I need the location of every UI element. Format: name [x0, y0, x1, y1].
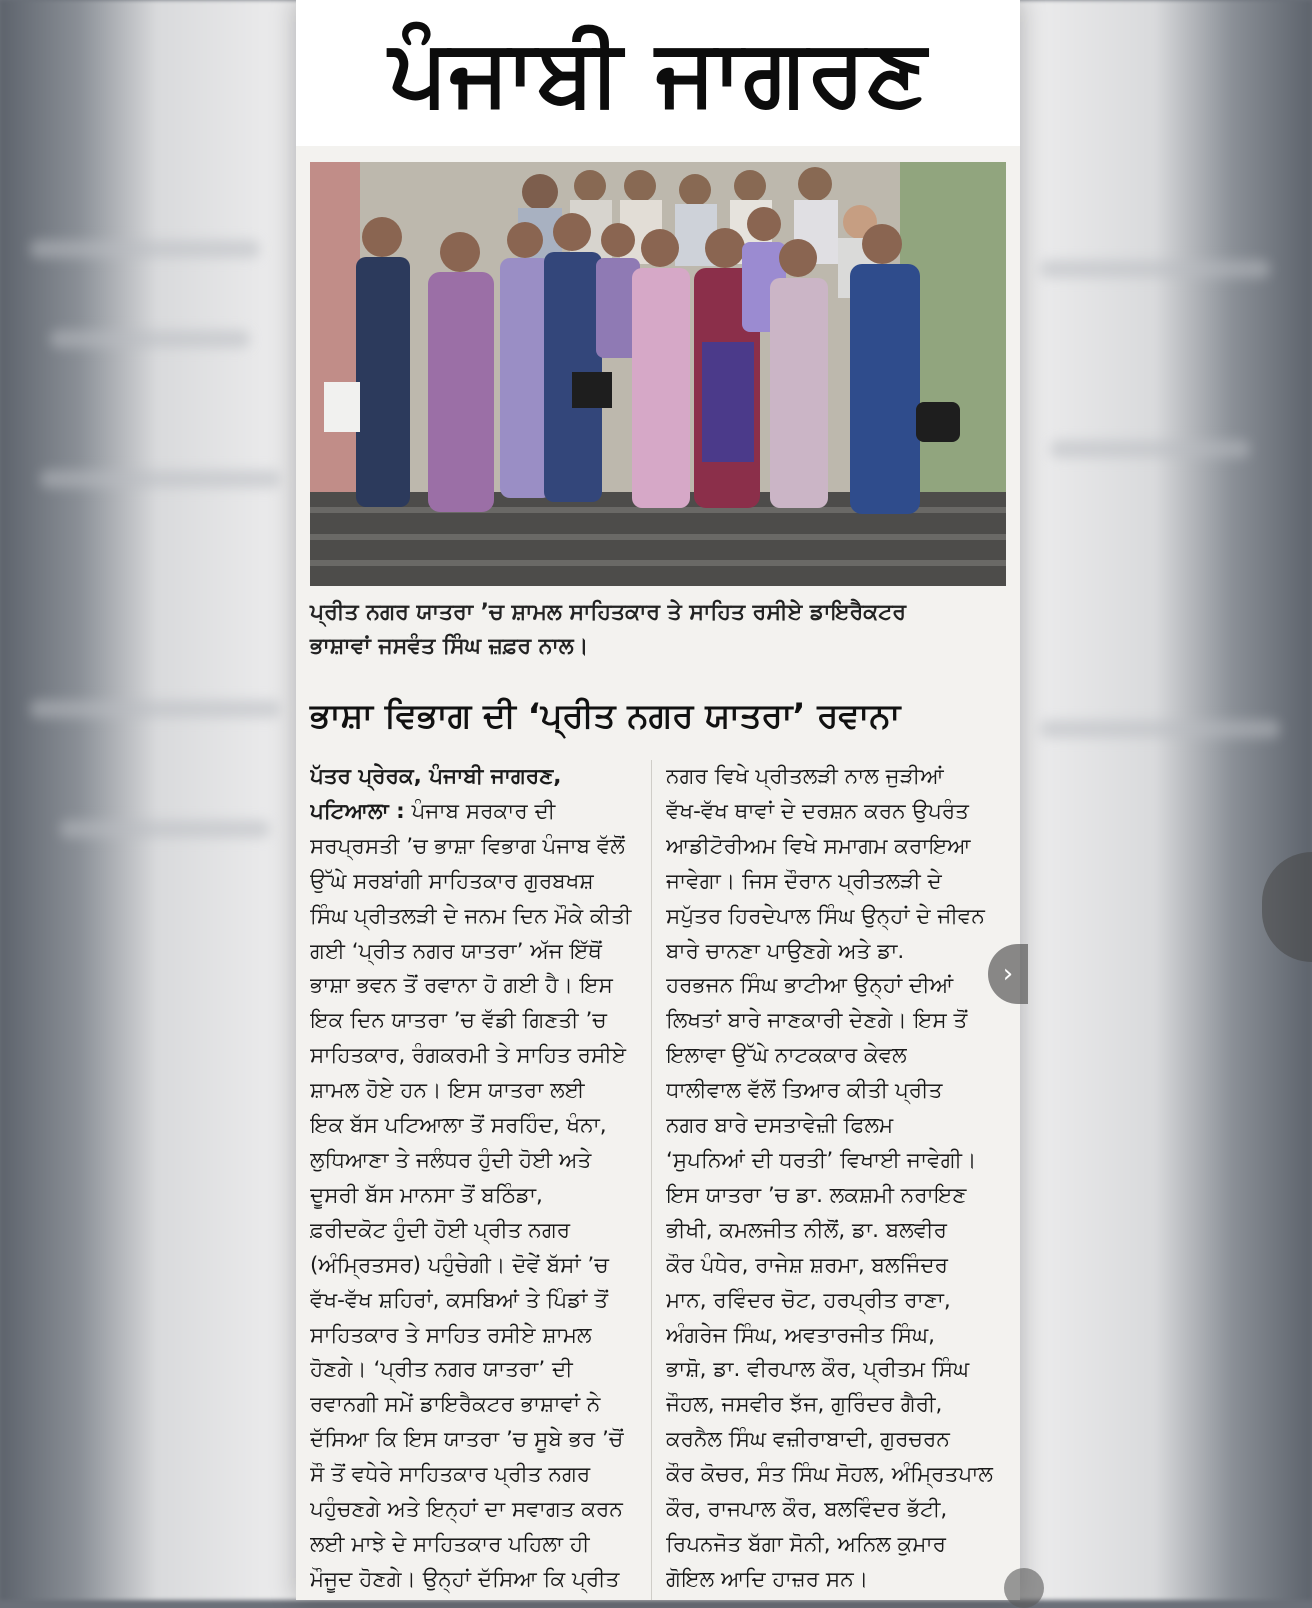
- article-text-line: ਲਈ ਮਾਝੇ ਦੇ ਸਾਹਿਤਕਾਰ ਪਹਿਲਾ ਹੀ: [310, 1531, 590, 1557]
- column-divider: [651, 760, 652, 1600]
- article-text-line: ਫ਼ਰੀਦਕੋਟ ਹੁੰਦੀ ਹੋਈ ਪ੍ਰੀਤ ਨਗਰ: [310, 1217, 571, 1243]
- blurred-text-line: [30, 700, 280, 718]
- article-text-line: ਨਗਰ ਬਾਰੇ ਦਸਤਾਵੇਜ਼ੀ ਫਿਲਮ: [666, 1113, 894, 1139]
- article-text-line: ‘ਸੁਪਨਿਆਂ ਦੀ ਧਰਤੀ’ ਵਿਖਾਈ ਜਾਵੇਗੀ।: [666, 1147, 977, 1173]
- blurred-text-line: [40, 470, 280, 488]
- article-text-line: ਸਾਹਿਤਕਾਰ ਤੇ ਸਾਹਿਤ ਰਸੀਏ ਸ਼ਾਮਲ: [310, 1322, 592, 1348]
- article-text-line: ਸਰਪ੍ਰਸਤੀ ’ਚ ਭਾਸ਼ਾ ਵਿਭਾਗ ਪੰਜਾਬ ਵੱਲੋਂ: [310, 833, 625, 859]
- article-text-line: ਲੁਧਿਆਣਾ ਤੇ ਜਲੰਧਰ ਹੁੰਦੀ ਹੋਈ ਅਤੇ: [310, 1147, 592, 1173]
- article-text-line: ਨਗਰ ਵਿਖੇ ਪ੍ਰੀਤਲੜੀ ਨਾਲ ਜੁੜੀਆਂ: [666, 764, 944, 789]
- article-text-line: ਕੌਰ ਕੋਚਰ, ਸੰਤ ਸਿੰਘ ਸੋਹਲ, ਅੰਮ੍ਰਿਤਪਾਲ: [666, 1462, 993, 1488]
- article-text-line: ਇਲਾਵਾ ਉੱਘੇ ਨਾਟਕਕਾਰ ਕੇਵਲ: [666, 1043, 907, 1069]
- article-text-line: ਗੋਇਲ ਆਦਿ ਹਾਜ਼ਰ ਸਨ।: [666, 1566, 869, 1592]
- article-text-line: ਰਿਪਨਜੋਤ ਬੱਗਾ ਸੋਨੀ, ਅਨਿਲ ਕੁਮਾਰ: [666, 1531, 946, 1557]
- caption-line: ਪ੍ਰੀਤ ਨਗਰ ਯਾਤਰਾ ’ਚ ਸ਼ਾਮਲ ਸਾਹਿਤਕਾਰ ਤੇ ਸਾਹਿਤ ਰਸੀਏ ਡਾਇਰੈਕਟਰ: [310, 600, 906, 625]
- blurred-text-line: [30, 240, 260, 258]
- article-text-line: ਕੌਰ, ਰਾਜਪਾਲ ਕੌਰ, ਬਲਵਿੰਦਰ ਭੱਟੀ,: [666, 1497, 948, 1523]
- article-text-line: ਉੱਘੇ ਸਰਬਾਂਗੀ ਸਾਹਿਤਕਾਰ ਗੁਰਬਖਸ਼: [310, 868, 594, 894]
- article-text-line: ਪੱਤਰ ਪ੍ਰੇਰਕ, ਪੰਜਾਬੀ ਜਾਗਰਣ,: [310, 764, 562, 789]
- article-text-line: ਸੌ ਤੋਂ ਵਧੇਰੇ ਸਾਹਿਤਕਾਰ ਪ੍ਰੀਤ ਨਗਰ: [310, 1462, 591, 1488]
- masthead: [296, 0, 1020, 146]
- article-text-line: ਜੌਹਲ, ਜਸਵੀਰ ਝੱਜ, ਗੁਰਿੰਦਰ ਗੈਰੀ,: [666, 1392, 943, 1418]
- chevron-right-icon: ›: [1002, 959, 1014, 989]
- article-text-line: ਰਵਾਨਗੀ ਸਮੇਂ ਡਾਇਰੈਕਟਰ ਭਾਸ਼ਾਵਾਂ ਨੇ: [310, 1392, 601, 1418]
- caption-line: ਭਾਸ਼ਾਵਾਂ ਜਸਵੰਤ ਸਿੰਘ ਜ਼ਫ਼ਰ ਨਾਲ।: [310, 634, 589, 659]
- article-text-line: ਦੱਸਿਆ ਕਿ ਇਸ ਯਾਤਰਾ ’ਚ ਸੂਬੇ ਭਰ ’ਚੋਂ: [310, 1427, 624, 1453]
- article-text-line: ਗਈ ‘ਪ੍ਰੀਤ ਨਗਰ ਯਾਤਰਾ’ ਅੱਜ ਇੱਥੋਂ: [310, 938, 602, 964]
- article-text-line: ਆਡੀਟੋਰੀਅਮ ਵਿਖੇ ਸਮਾਗਮ ਕਰਾਇਆ: [666, 833, 971, 859]
- article-text-line: ਲਿਖਤਾਂ ਬਾਰੇ ਜਾਣਕਾਰੀ ਦੇਣਗੇ। ਇਸ ਤੋਂ: [666, 1008, 968, 1034]
- article-text-line: ਮਾਨ, ਰਵਿੰਦਰ ਚੋਟ, ਹਰਪ੍ਰੀਤ ਰਾਣਾ,: [666, 1287, 951, 1313]
- photo-caption: [310, 596, 1006, 664]
- blurred-text-line: [1050, 440, 1250, 458]
- article-text-line: ਵੱਖ-ਵੱਖ ਸ਼ਹਿਰਾਂ, ਕਸਬਿਆਂ ਤੇ ਪਿੰਡਾਂ ਤੋਂ: [310, 1287, 608, 1313]
- blurred-text-line: [1040, 720, 1280, 738]
- article-text-line: ਜਾਵੇਗਾ। ਜਿਸ ਦੌਰਾਨ ਪ੍ਰੀਤਲੜੀ ਦੇ: [666, 868, 942, 894]
- article-text-line: ਵੱਖ-ਵੱਖ ਥਾਵਾਂ ਦੇ ਦਰਸ਼ਨ ਕਰਨ ਉਪਰੰਤ: [666, 798, 969, 824]
- blurred-text-line: [50, 330, 250, 348]
- group-photo: [310, 162, 1006, 586]
- article-text-line: ਮੌਜੂਦ ਹੋਣਗੇ। ਉਨ੍ਹਾਂ ਦੱਸਿਆ ਕਿ ਪ੍ਰੀਤ: [310, 1566, 620, 1592]
- article-text-line: ਬਾਰੇ ਚਾਨਣਾ ਪਾਉਣਗੇ ਅਤੇ ਡਾ.: [666, 938, 905, 964]
- article-text-line: ਧਾਲੀਵਾਲ ਵੱਲੋਂ ਤਿਆਰ ਕੀਤੀ ਪ੍ਰੀਤ: [666, 1078, 943, 1104]
- article-text-line: ਕੌਰ ਪੰਧੇਰ, ਰਾਜੇਸ਼ ਸ਼ਰਮਾ, ਬਲਜਿੰਦਰ: [666, 1252, 949, 1278]
- article-text-line: ਹੋਣਗੇ। ‘ਪ੍ਰੀਤ ਨਗਰ ਯਾਤਰਾ’ ਦੀ: [310, 1357, 573, 1383]
- article-text-line: ਪਹੁੰਚਣਗੇ ਅਤੇ ਇਨ੍ਹਾਂ ਦਾ ਸਵਾਗਤ ਕਰਨ: [310, 1497, 623, 1523]
- article-text-line: ਭਾਸ਼ਾ ਭਵਨ ਤੋਂ ਰਵਾਨਾ ਹੋ ਗਈ ਹੈ। ਇਸ: [310, 973, 613, 999]
- blurred-text-line: [1040, 260, 1270, 278]
- article-text-line: ਇਸ ਯਾਤਰਾ ’ਚ ਡਾ. ਲਕਸ਼ਮੀ ਨਰਾਇਣ: [666, 1182, 967, 1208]
- article-column-left: [310, 760, 640, 1598]
- article-text-line: ਹਰਭਜਨ ਸਿੰਘ ਭਾਟੀਆ ਉਨ੍ਹਾਂ ਦੀਆਂ: [666, 973, 954, 999]
- article-text-line: ਸਿੰਘ ਪ੍ਰੀਤਲੜੀ ਦੇ ਜਨਮ ਦਿਨ ਮੌਕੇ ਕੀਤੀ: [310, 903, 632, 929]
- article-text-line: ਸਪੁੱਤਰ ਹਿਰਦੇਪਾਲ ਸਿੰਘ ਉਨ੍ਹਾਂ ਦੇ ਜੀਵਨ: [666, 903, 985, 929]
- article-text-line: ਭਾਸ਼ੋ, ਡਾ. ਵੀਰਪਾਲ ਕੌਰ, ਪ੍ਰੀਤਮ ਸਿੰਘ: [666, 1357, 970, 1383]
- article-text-line: ਪਟਿਆਲਾ : ਪੰਜਾਬ ਸਰਕਾਰ ਦੀ: [310, 798, 556, 824]
- article-text-line: ਸ਼ਾਮਲ ਹੋਏ ਹਨ। ਇਸ ਯਾਤਰਾ ਲਈ: [310, 1078, 585, 1104]
- article-text-line: ਦੂਸਰੀ ਬੱਸ ਮਾਨਸਾ ਤੋਂ ਬਠਿੰਡਾ,: [310, 1182, 543, 1208]
- article-text-line: ਸਾਹਿਤਕਾਰ, ਰੰਗਕਰਮੀ ਤੇ ਸਾਹਿਤ ਰਸੀਏ: [310, 1043, 627, 1069]
- article-column-right: [666, 760, 996, 1598]
- blurred-text-line: [60, 820, 270, 838]
- masthead-title: ਪੰਜਾਬੀ ਜਾਗਰਣ: [388, 19, 928, 126]
- article-text-line: ਇਕ ਬੱਸ ਪਟਿਆਲਾ ਤੋਂ ਸਰਹਿੰਦ, ਖੰਨਾ,: [310, 1113, 607, 1139]
- newspaper-clipping: [296, 0, 1020, 1600]
- group-photo-icon: [310, 162, 1006, 586]
- article-headline: ਭਾਸ਼ਾ ਵਿਭਾਗ ਦੀ ‘ਪ੍ਰੀਤ ਨਗਰ ਯਾਤਰਾ’ ਰਵਾਨਾ: [310, 696, 901, 736]
- article-text-line: ਅੰਗਰੇਜ ਸਿੰਘ, ਅਵਤਾਰਜੀਤ ਸਿੰਘ,: [666, 1322, 935, 1348]
- article-text-line: ਭੀਖੀ, ਕਮਲਜੀਤ ਨੀਲੋਂ, ਡਾ. ਬਲਵੀਰ: [666, 1217, 947, 1243]
- article-text-line: ਇਕ ਦਿਨ ਯਾਤਰਾ ’ਚ ਵੱਡੀ ਗਿਣਤੀ ’ਚ: [310, 1008, 607, 1034]
- article-text-line: ਕਰਨੈਲ ਸਿੰਘ ਵਜ਼ੀਰਾਬਾਦੀ, ਗੁਰਚਰਨ: [666, 1427, 950, 1453]
- dateline: ਪਟਿਆਲਾ :: [310, 798, 405, 824]
- article-text-line: (ਅੰਮ੍ਰਿਤਸਰ) ਪਹੁੰਚੇਗੀ। ਦੋਵੇਂ ਬੱਸਾਂ ’ਚ: [310, 1252, 609, 1278]
- page-indicator-dot[interactable]: [1004, 1568, 1044, 1608]
